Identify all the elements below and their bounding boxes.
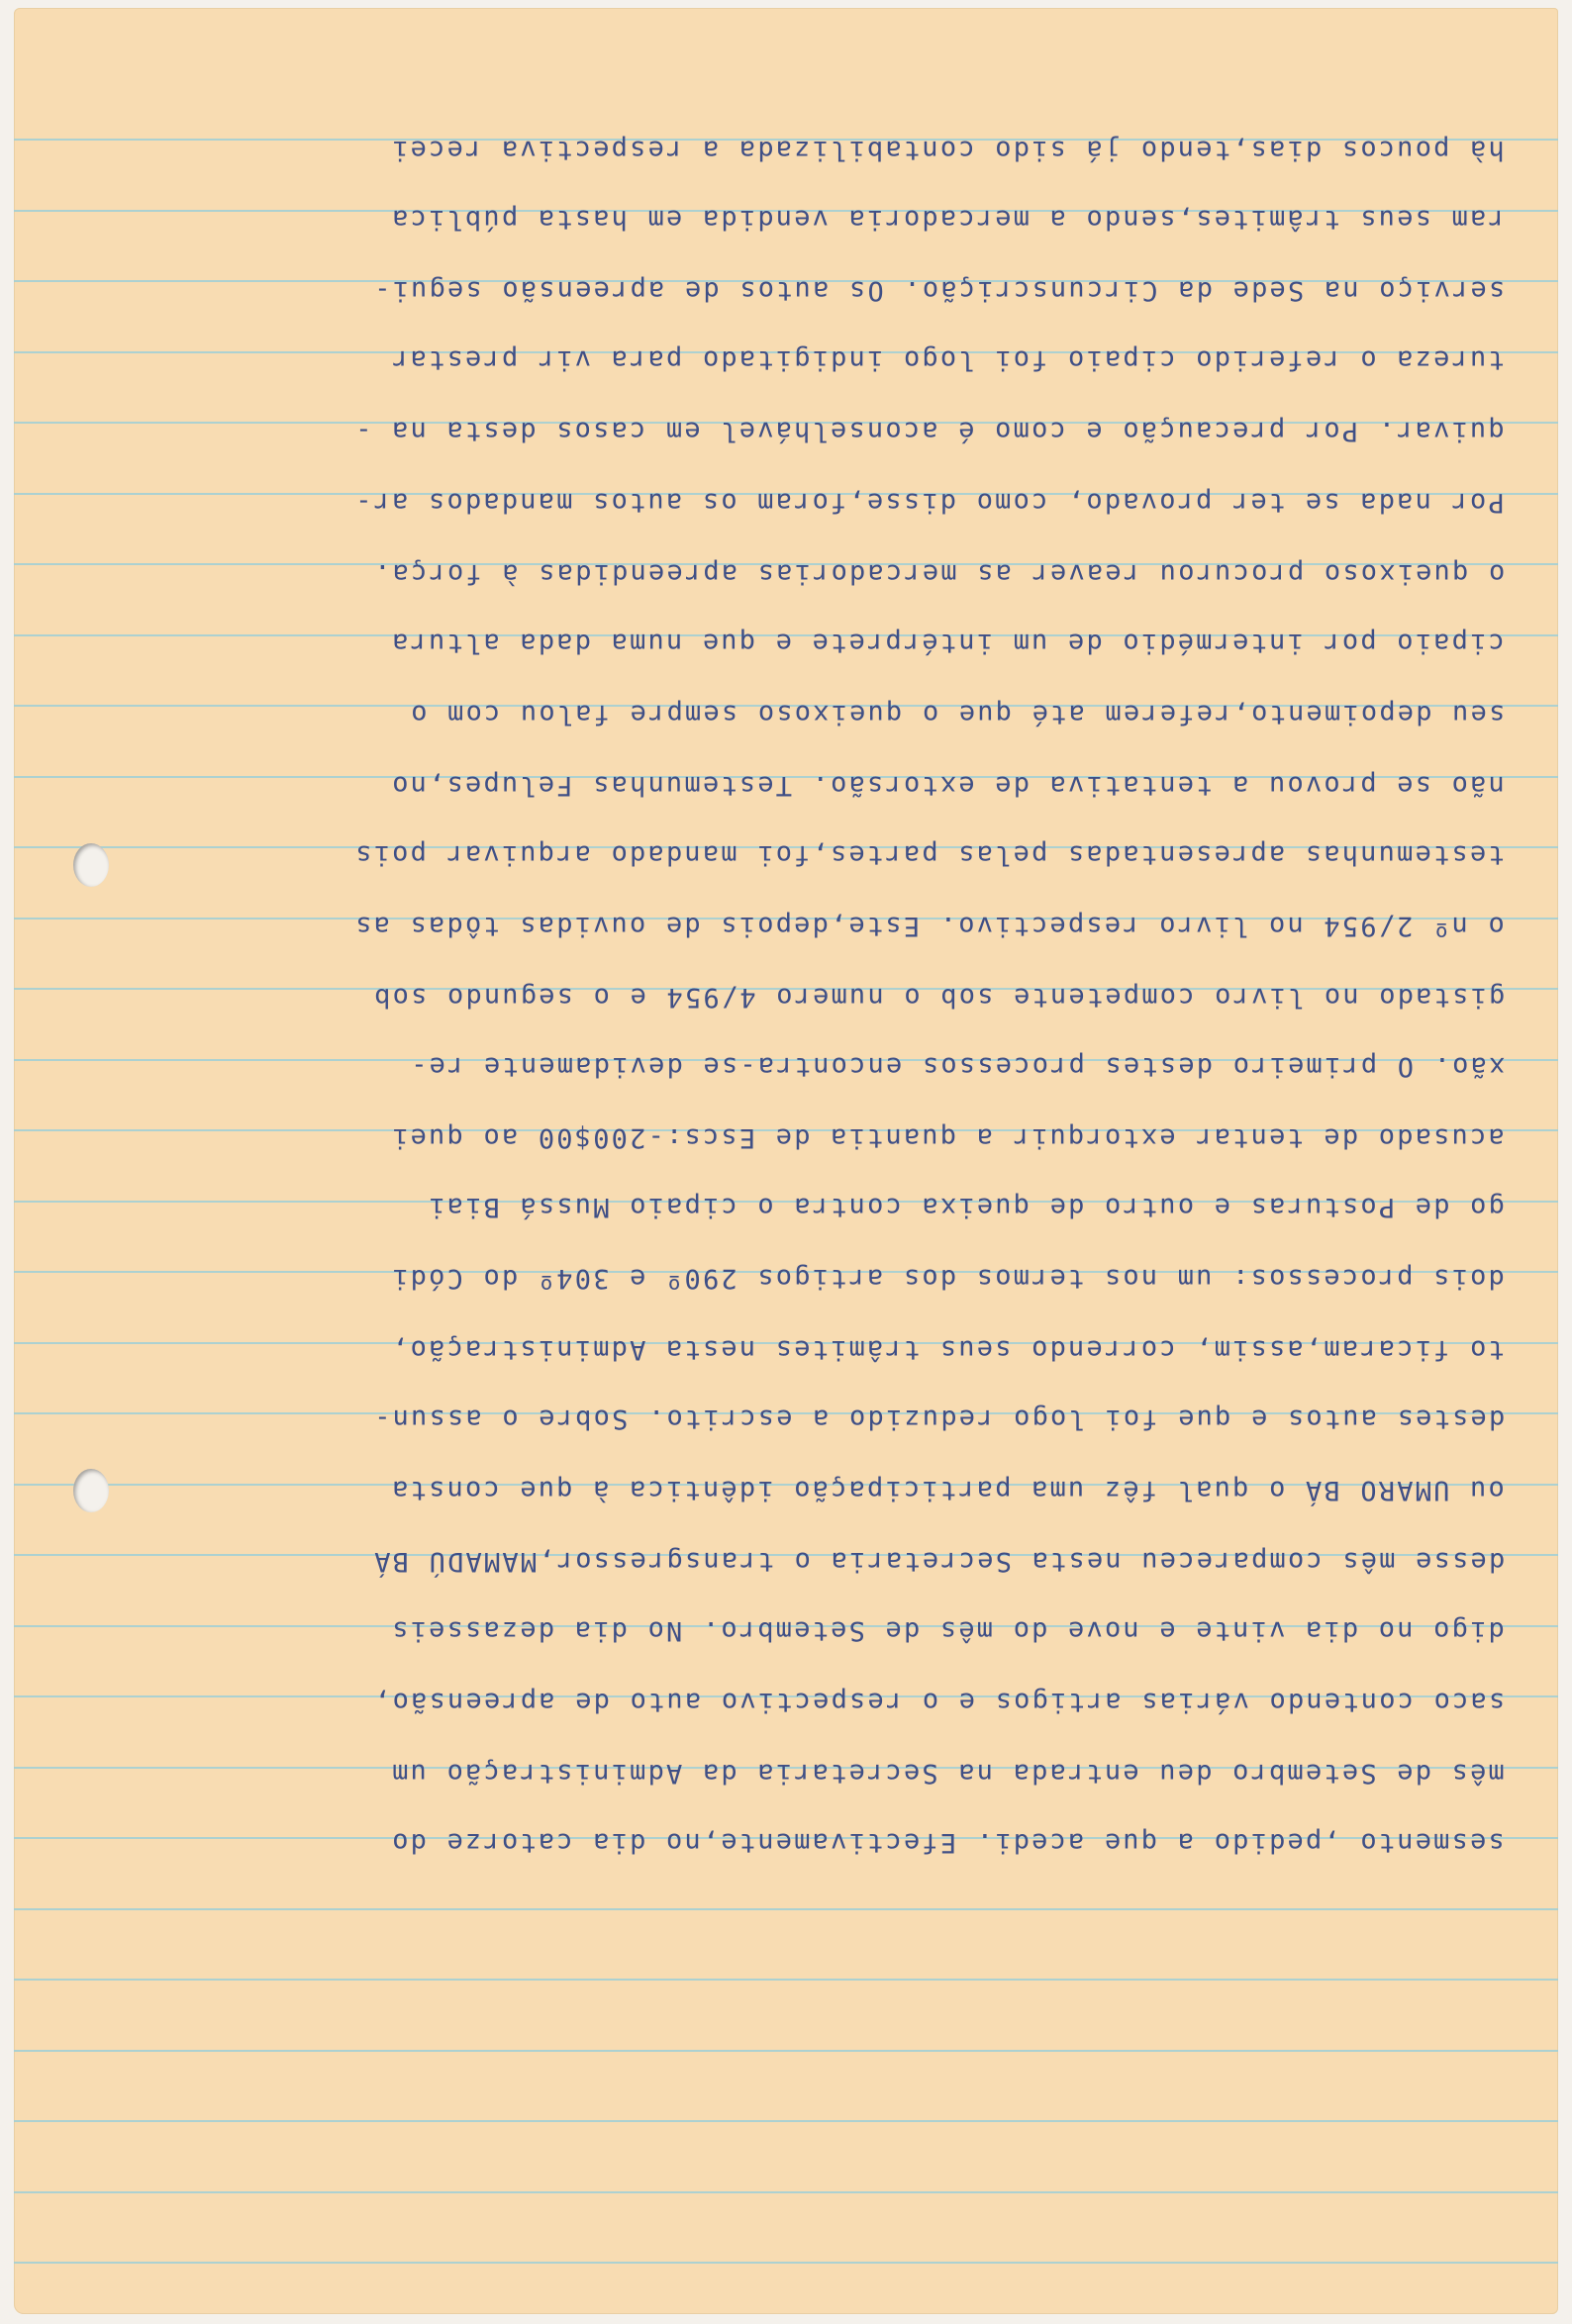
typed-line: to ficaram,assim, correndo seus trâmites nesta Administração,: [390, 1334, 1505, 1365]
typed-line: Por nada se ter provado, como disse,foram os autos mandados ar-: [353, 487, 1505, 518]
typed-line: testemunhas apresentadas pelas partes,foi mandado arquivar pois: [353, 839, 1505, 870]
ruled-line: [14, 1979, 1558, 1981]
typed-line: digo no dia vinte e nove do mês de Setembro. No dia dezasseis: [390, 1615, 1505, 1646]
ruled-line: [14, 2191, 1558, 2193]
ruled-line: [14, 2050, 1558, 2052]
typed-line: o nº 2/954 no livro respectivo. Este,depois de ouvidas tôdas as: [353, 911, 1505, 941]
typed-line: dois processos: um nos termos dos artigos 290º e 304º do Códi: [390, 1263, 1505, 1294]
typed-line: xão. O primeiro destes processos encontra-se devidamente re-: [408, 1051, 1505, 1082]
punch-hole-lower: [73, 1469, 109, 1512]
typed-line: go de Posturas e outro de queixa contra o cipaio Mussá Biai: [427, 1192, 1505, 1222]
typed-line: ou UMARO BÁ o qual fêz uma participação idêntica à que consta: [390, 1475, 1505, 1505]
ruled-line: [14, 2120, 1558, 2122]
typed-line: seu depoimento,referem até que o queixoso sempre falou com o: [408, 699, 1505, 729]
typed-line: acusado de tentar extorquir a quantia de Escs:-200$00 ao quei: [390, 1122, 1505, 1153]
typed-line: saco contendo várias artigos e o respectivo auto de apreensão,: [371, 1687, 1505, 1717]
ruled-line: [14, 1908, 1558, 1910]
typed-line: mês de Setembro deu entrada na Secretaria da Administração um: [390, 1758, 1505, 1789]
typed-line: tureza o referido cipaio foi logo indigitado para vir prestar: [390, 344, 1505, 375]
typed-line: quivar. Por precaução e como é aconselhável em casos desta na -: [353, 416, 1505, 446]
punch-hole-upper: [73, 843, 109, 887]
typed-line: serviço na Sede da Circunscrição. Os autos de apreensão segui-: [371, 275, 1505, 306]
typed-line: não se provou a tentativa de extorsão. Testemunhas Felupes,no: [390, 770, 1505, 801]
typed-line: cipaio por intermédio de um intérprete e que numa dada altura: [390, 628, 1505, 658]
typed-line: desse mês compareceu nesta Secretaria o transgressor,MAMADÚ BÁ: [371, 1546, 1505, 1577]
typed-line: hà poucos dias,tendo já sido contabilizada a respectiva recei: [390, 135, 1505, 165]
typed-line: ram seus trâmites,sendo a mercadoria vendida em hasta pública: [390, 204, 1505, 235]
typed-line: sesmento ,pedido a que acedi. Efectivamente,no dia catorze do: [390, 1827, 1505, 1858]
typed-line: gistado no livro competente sob o numero 4/954 e o segundo sob: [371, 982, 1505, 1013]
typed-line: destes autos e que foi logo reduzido a escrito. Sobre o assun-: [371, 1404, 1505, 1434]
typed-line: o queixoso procurou reaver as mercadorias apreendidas à força.: [371, 558, 1505, 589]
ruled-line: [14, 2262, 1558, 2264]
